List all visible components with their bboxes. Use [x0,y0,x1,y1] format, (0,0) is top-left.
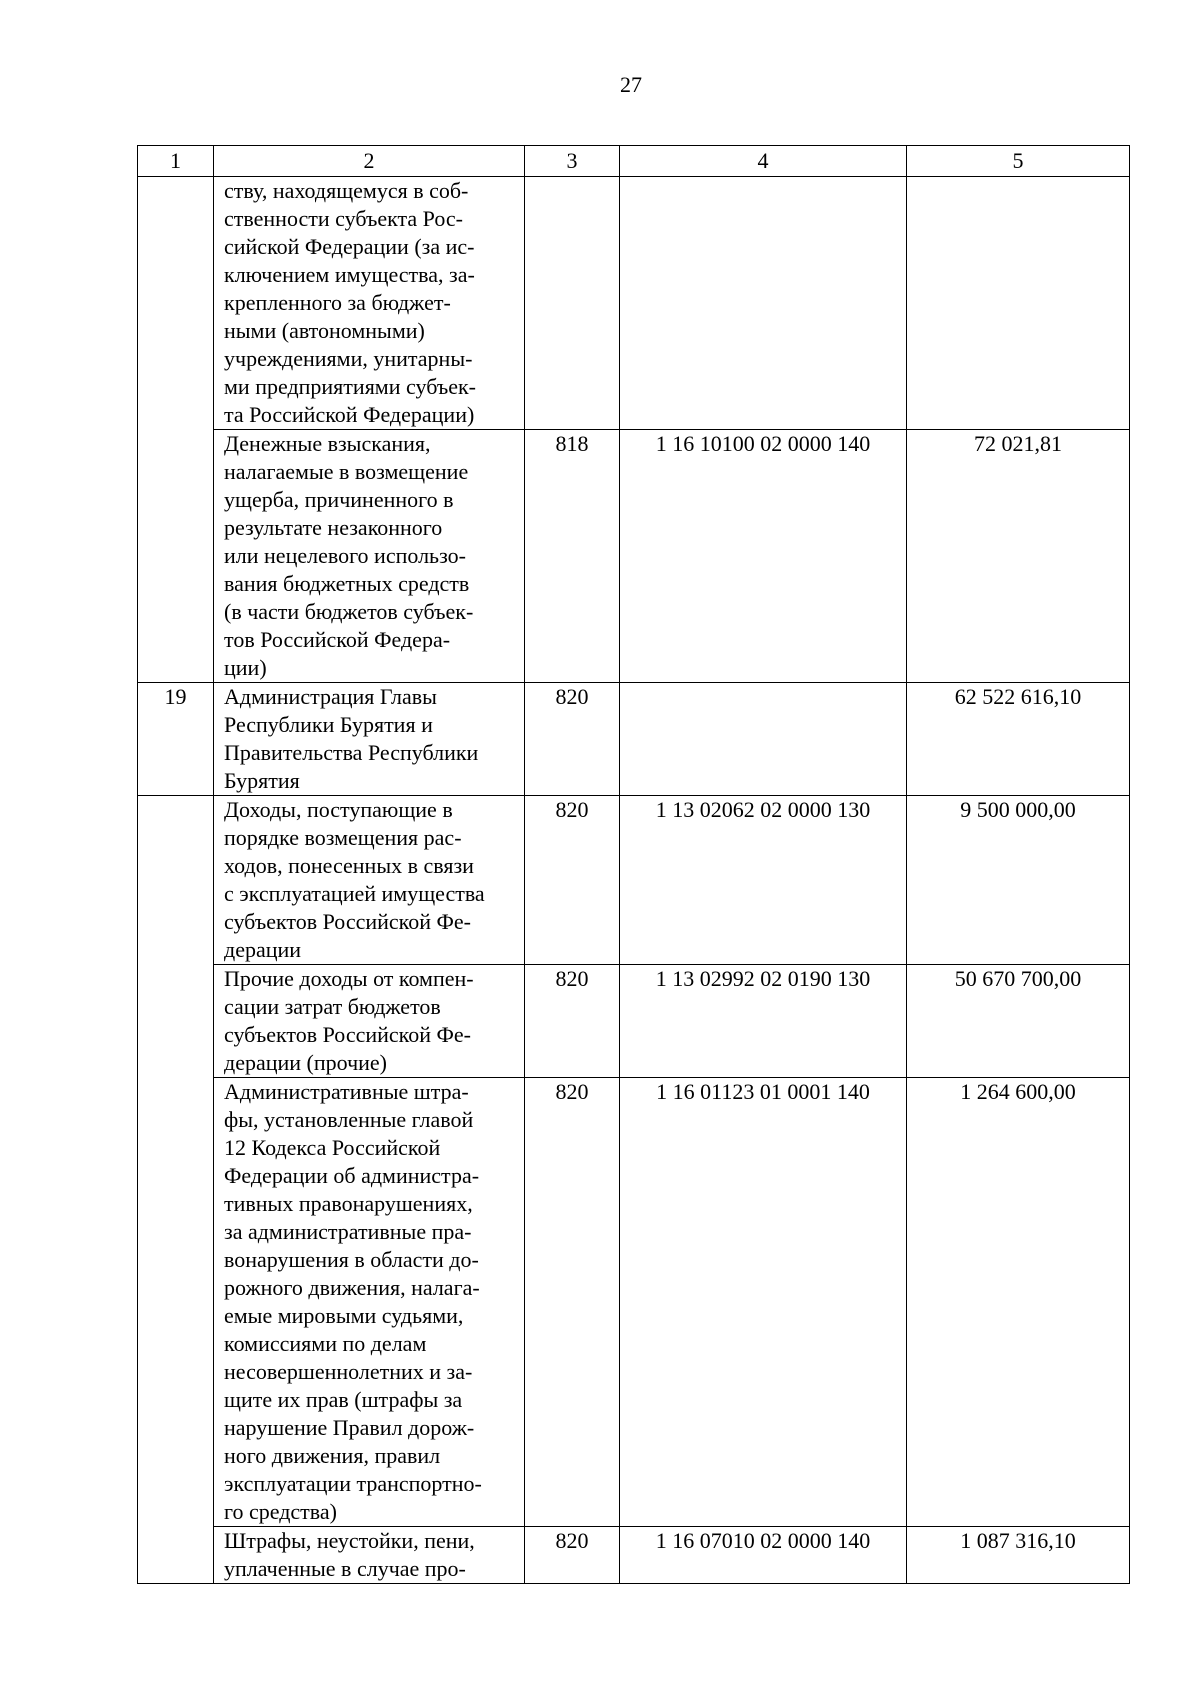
revenue-name-line: Правительства Республики [224,740,479,765]
revenue-name-cell [214,965,525,1078]
revenue-name-line: тов Российской Федера- [224,627,451,652]
admin-code-cell: 820 [525,965,620,1078]
table-row [138,965,1130,1078]
revenue-name-cell [214,177,525,430]
table-row [138,796,1130,965]
revenue-table [137,145,1130,1584]
revenue-name-line: Административные штра- [224,1079,469,1104]
revenue-name-line: 12 Кодекса Российской [224,1135,441,1160]
amount-cell: 1 087 316,10 [907,1527,1130,1584]
header-cell-5: 5 [907,146,1130,177]
revenue-name-line: дерации [224,937,302,962]
revenue-name-line: ключением имущества, за- [224,262,475,287]
revenue-name-line: субъектов Российской Фе- [224,1022,471,1047]
revenue-name-line: ными (автономными) [224,318,425,343]
table-row [138,1078,1130,1527]
admin-code-cell: 820 [525,1527,620,1584]
revenue-name-line: ми предприятиями субъек- [224,374,476,399]
table-row [138,1527,1130,1584]
revenue-name-line: или нецелевого использо- [224,543,466,568]
amount-cell: 9 500 000,00 [907,796,1130,965]
revenue-name-line: с эксплуатацией имущества [224,881,485,906]
revenue-name-line: ции) [224,655,267,680]
header-cell-2: 2 [214,146,525,177]
revenue-name-line: крепленного за бюджет- [224,290,451,315]
revenue-name-line: сийской Федерации (за ис- [224,234,475,259]
revenue-name-cell [214,430,525,683]
budget-code-cell: 1 16 07010 02 0000 140 [620,1527,907,1584]
revenue-name-line: ству, находящемуся в соб- [224,178,469,203]
row-number-cell [138,796,214,1584]
revenue-name-line: субъектов Российской Фе- [224,909,471,934]
admin-code-cell [525,177,620,430]
table-row [138,683,1130,796]
revenue-name-line: учреждениями, унитарны- [224,346,473,371]
table-row [138,430,1130,683]
revenue-name-line: комиссиями по делам [224,1331,427,1356]
revenue-name-line: дерации (прочие) [224,1050,388,1075]
revenue-name-line: ходов, понесенных в связи [224,853,474,878]
revenue-name-line: за административные пра- [224,1219,472,1244]
admin-code-cell: 820 [525,796,620,965]
budget-code-cell: 1 13 02062 02 0000 130 [620,796,907,965]
revenue-name-line: Администрация Главы [224,684,437,709]
revenue-name-line: уплаченные в случае про- [224,1556,466,1581]
revenue-name-line: го средства) [224,1499,337,1524]
revenue-name-cell [214,796,525,965]
amount-cell: 62 522 616,10 [907,683,1130,796]
revenue-name-line: результате незаконного [224,515,443,540]
revenue-name-line: вания бюджетных средств [224,571,470,596]
revenue-name-cell [214,1078,525,1527]
amount-cell: 50 670 700,00 [907,965,1130,1078]
page-number: 27 [620,72,642,97]
budget-code-cell [620,177,907,430]
table-row [138,177,1130,430]
budget-code-cell [620,683,907,796]
revenue-name-line: емые мировыми судьями, [224,1303,464,1328]
revenue-name-line: (в части бюджетов субъек- [224,599,474,624]
revenue-name-line: Штрафы, неустойки, пени, [224,1528,475,1553]
revenue-name-cell [214,1527,525,1584]
revenue-name-line: ущерба, причиненного в [224,487,454,512]
revenue-name-line: та Российской Федерации) [224,402,475,427]
revenue-name-line: сации затрат бюджетов [224,994,441,1019]
revenue-name-line: фы, установленные главой [224,1107,474,1132]
revenue-name-line: налагаемые в возмещение [224,459,469,484]
header-cell-1: 1 [138,146,214,177]
amount-cell [907,177,1130,430]
header-cell-3: 3 [525,146,620,177]
revenue-name-line: Прочие доходы от компен- [224,966,474,991]
header-cell-4: 4 [620,146,907,177]
revenue-name-line: тивных правонарушениях, [224,1191,473,1216]
budget-code-cell: 1 16 01123 01 0001 140 [620,1078,907,1527]
budget-code-cell: 1 16 10100 02 0000 140 [620,430,907,683]
revenue-name-line: несовершеннолетних и за- [224,1359,473,1384]
amount-cell: 72 021,81 [907,430,1130,683]
revenue-name-line: Денежные взыскания, [224,431,431,456]
row-number-cell [138,177,214,683]
revenue-name-line: вонарушения в области до- [224,1247,479,1272]
revenue-name-line: ственности субъекта Рос- [224,206,463,231]
revenue-name-line: порядке возмещения рас- [224,825,462,850]
budget-code-cell: 1 13 02992 02 0190 130 [620,965,907,1078]
row-number-cell: 19 [138,683,214,796]
revenue-name-line: эксплуатации транспортно- [224,1471,482,1496]
table-header-row [138,146,1130,177]
revenue-name-line: Доходы, поступающие в [224,797,453,822]
revenue-name-line: щите их прав (штрафы за [224,1387,463,1412]
revenue-name-line: ного движения, правил [224,1443,441,1468]
revenue-name-line: рожного движения, налага- [224,1275,480,1300]
revenue-name-line: Бурятия [224,768,300,793]
revenue-name-cell [214,683,525,796]
revenue-name-line: Республики Бурятия и [224,712,433,737]
admin-code-cell: 820 [525,1078,620,1527]
amount-cell: 1 264 600,00 [907,1078,1130,1527]
admin-code-cell: 818 [525,430,620,683]
revenue-name-line: нарушение Правил дорож- [224,1415,475,1440]
revenue-name-line: Федерации об администра- [224,1163,480,1188]
admin-code-cell: 820 [525,683,620,796]
